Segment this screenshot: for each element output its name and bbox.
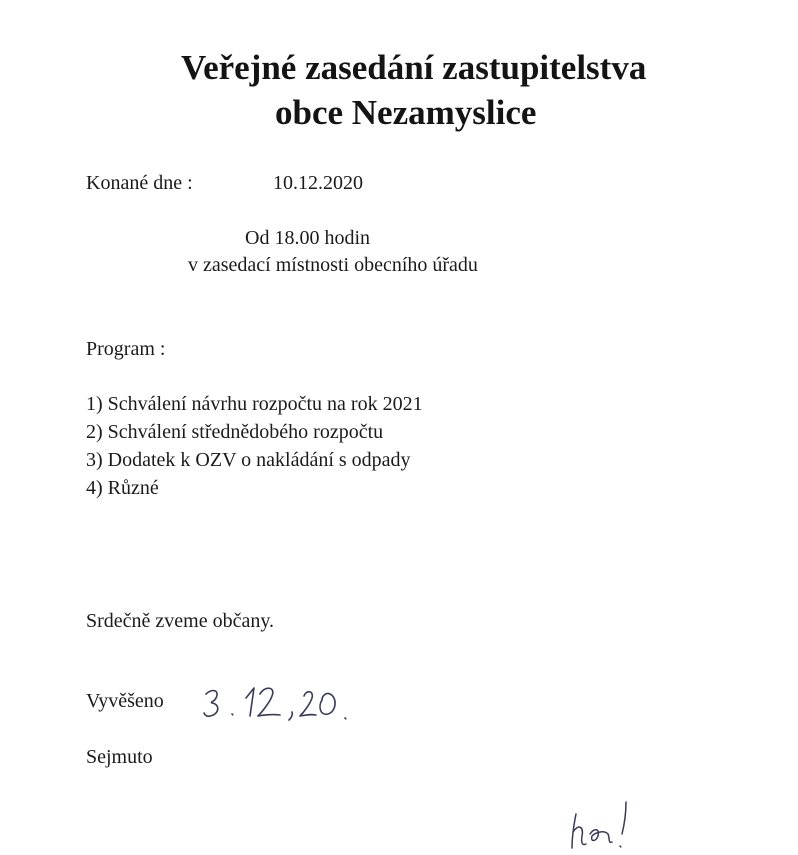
notice-title-line-2: obce Nezamyslice bbox=[275, 93, 537, 132]
program-label: Program : bbox=[86, 338, 166, 360]
meeting-date-value: 10.12.2020 bbox=[273, 172, 363, 194]
meeting-date-label: Konané dne : bbox=[86, 172, 193, 194]
meeting-time: Od 18.00 hodin bbox=[245, 227, 370, 249]
signature bbox=[560, 788, 650, 852]
notice-title-line-1: Veřejné zasedání zastupitelstva bbox=[181, 48, 647, 87]
program-item: 2) Schválení střednědobého rozpočtu bbox=[86, 421, 384, 443]
removed-label: Sejmuto bbox=[86, 746, 153, 768]
program-item: 4) Různé bbox=[86, 477, 159, 499]
program-list bbox=[86, 390, 423, 502]
handwritten-posted-date bbox=[200, 680, 360, 730]
posted-label: Vyvěšeno bbox=[86, 690, 164, 712]
closing-invitation: Srdečně zveme občany. bbox=[86, 610, 275, 632]
program-item: 1) Schválení návrhu rozpočtu na rok 2021 bbox=[86, 393, 423, 415]
program-item: 3) Dodatek k OZV o nakládání s odpady bbox=[86, 449, 411, 471]
meeting-place: v zasedací místnosti obecního úřadu bbox=[188, 254, 478, 276]
